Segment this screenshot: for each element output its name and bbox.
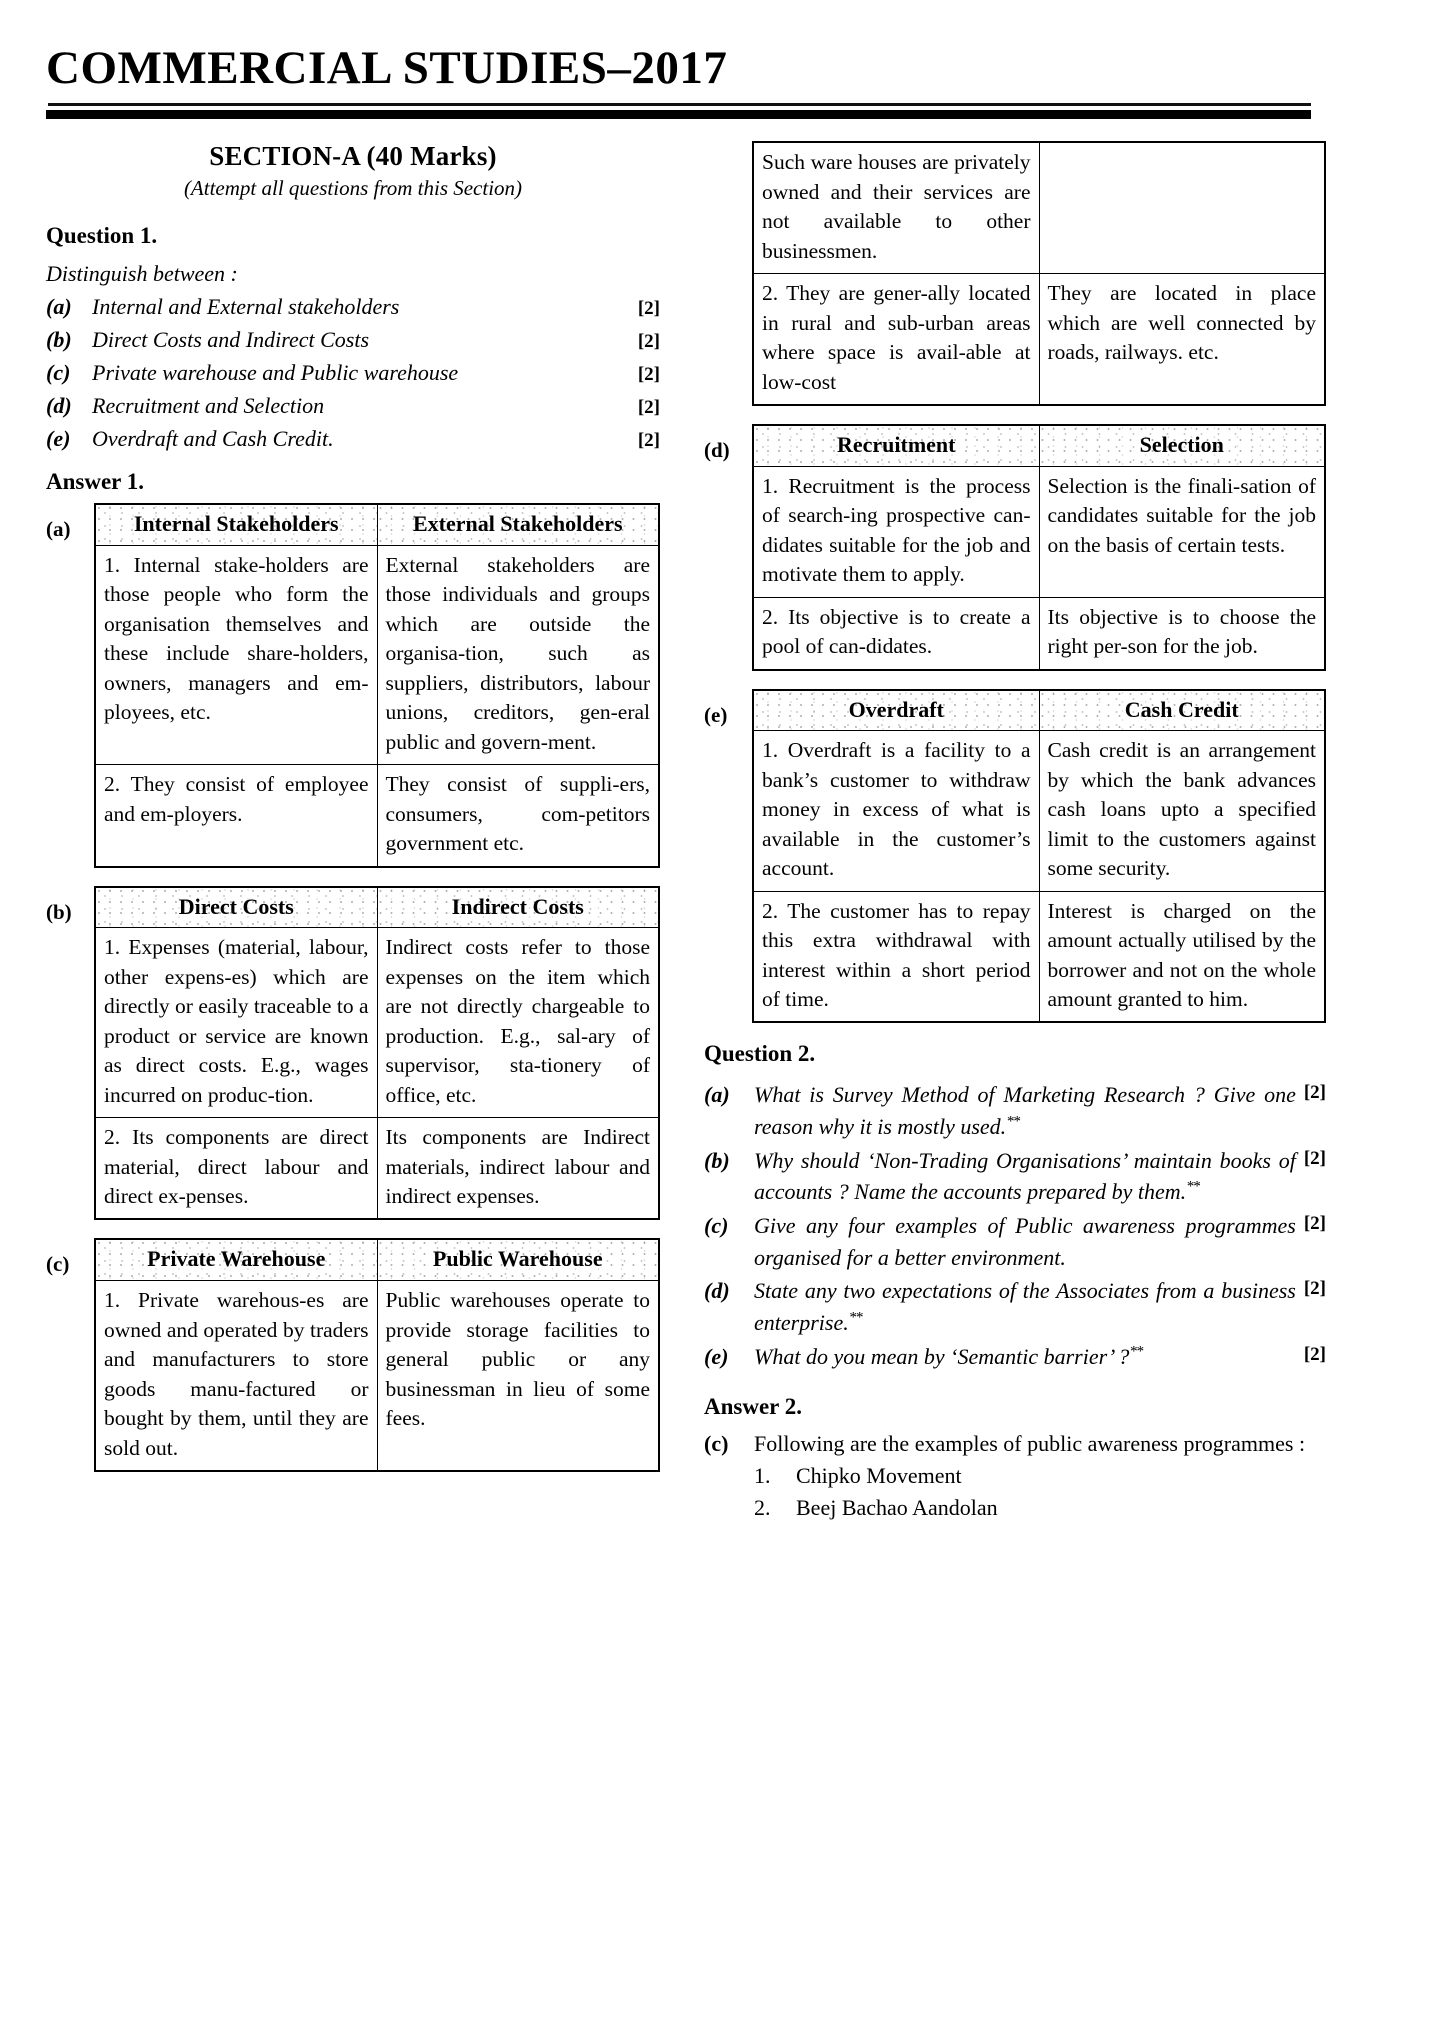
title-rule-thick	[46, 110, 1311, 119]
table-header-row	[95, 887, 659, 928]
item-label: (b)	[46, 327, 72, 353]
table-key-c: (c)	[46, 1252, 70, 1277]
question2-block	[704, 1041, 1326, 1372]
cell-recruitment-2: 2. Its objective is to create a pool of can-didates.	[753, 597, 1039, 669]
cell-selection-2: Its objective is to choose the right per-son for the job.	[1039, 597, 1325, 669]
cell-overdraft-1: 1. Overdraft is a facility to a bank’s customer to withdraw money in excess of what is available in the customer’s account.	[753, 731, 1039, 891]
question1-heading: Question 1.	[46, 223, 158, 249]
cell-private-1: 1. Private warehous-es are owned and operated by traders and manufacturers to store goods manu-factured or bought by them, until they are sold out.	[95, 1281, 377, 1471]
list-index: 2.	[754, 1494, 771, 1520]
section-subheading: (Attempt all questions from this Section)	[183, 176, 523, 201]
item-text: Overdraft and Cash Credit.	[92, 426, 334, 452]
table-header-row	[95, 504, 659, 545]
page-title: COMMERCIAL STUDIES–2017	[46, 42, 728, 94]
table-row	[753, 597, 1325, 669]
answer2-line1: Following are the examples of public awareness	[754, 1431, 1178, 1457]
question2-item-b	[704, 1145, 1326, 1208]
item-label: (d)	[46, 393, 72, 419]
item-text: Private warehouse and Public warehouse	[92, 360, 459, 386]
item-marks: [2]	[637, 397, 660, 419]
comparison-block-d	[704, 424, 1326, 671]
comparison-block-e	[704, 689, 1326, 1024]
item-marks: [2]	[637, 331, 660, 353]
column-header-overdraft: Overdraft	[753, 690, 1039, 731]
question1-item	[46, 324, 660, 356]
column-header-recruitment: Recruitment	[753, 425, 1039, 466]
cell-recruitment-1: 1. Recruitment is the process of search-ing prospective can-didates suitable for the job and motivate them to apply.	[753, 466, 1039, 597]
answer2-line2: programmes :	[1183, 1431, 1306, 1457]
title-rule-thin	[48, 103, 1311, 106]
table-row	[753, 142, 1325, 273]
cell-external-1: External stakeholders are those individuals and groups which are outside the organisa-tion, such as suppliers, distributors, labour unions, creditors, gen-eral public and govern-ment.	[377, 546, 659, 765]
item-marks: [2]	[1303, 1278, 1326, 1300]
left-column	[46, 141, 686, 1523]
table-row	[95, 765, 659, 867]
asterisk-marker: **	[848, 1309, 862, 1326]
answer2-item-c	[704, 1428, 1326, 1523]
section-heading: SECTION-A (40 Marks)	[209, 141, 497, 172]
comparison-block-b	[46, 886, 660, 1221]
item-body	[754, 1145, 1326, 1208]
comparison-block-c-continued	[704, 141, 1326, 406]
cell-public-1: Public warehouses operate to provide storage facilities to general public or any businessman in lieu of some fees.	[377, 1281, 659, 1471]
column-header-private-warehouse: Private Warehouse	[95, 1239, 377, 1280]
table-header-row	[95, 1239, 659, 1280]
column-header-direct-costs: Direct Costs	[95, 887, 377, 928]
answer1-heading: Answer 1.	[46, 469, 144, 495]
comparison-block-a	[46, 503, 660, 867]
table-key-a: (a)	[46, 517, 71, 542]
title-rules	[46, 103, 1371, 119]
table-key-c-continued	[704, 141, 752, 166]
item-line3: them.	[1137, 1179, 1187, 1205]
asterisk-marker: **	[1006, 1113, 1020, 1130]
item-text: Internal and External stakeholders	[92, 294, 400, 320]
item-label: (c)	[704, 1431, 729, 1457]
table-row	[95, 1118, 659, 1220]
item-line1: Why should ‘Non-Trading Organisations’ maintain	[754, 1147, 1212, 1173]
cell-private-2: 2. They are gener-ally located in rural and sub-urban areas where space is avail-able at low-cost	[753, 274, 1039, 405]
item-marks: [2]	[637, 364, 660, 386]
two-column-body	[0, 119, 1431, 1523]
cell-cashcredit-1: Cash credit is an arrangement by which the bank advances cash loans upto a specified limit to the customers against some security.	[1039, 731, 1325, 891]
table-row	[753, 891, 1325, 1022]
item-line2: business enterprise.	[754, 1278, 1296, 1336]
list-text: Chipko Movement	[796, 1462, 962, 1488]
item-line2: Give one reason why it is mostly used.	[754, 1082, 1296, 1140]
item-marks: [2]	[1303, 1082, 1326, 1104]
answer2-block	[704, 1394, 1326, 1523]
column-header-cash-credit: Cash Credit	[1039, 690, 1325, 731]
item-text: Direct Costs and Indirect Costs	[92, 327, 370, 353]
item-label: (b)	[704, 1147, 730, 1173]
answer2-example-list	[754, 1460, 1326, 1524]
table-row	[95, 928, 659, 1118]
item-line1: Give any four examples of Public awareness	[754, 1213, 1175, 1239]
question2-item-e	[704, 1341, 1326, 1373]
comparison-table-b	[94, 886, 660, 1221]
column-header-internal-stakeholders: Internal Stakeholders	[95, 504, 377, 545]
cell-indirect-2: Its components are Indirect materials, indirect labour and indirect expenses.	[377, 1118, 659, 1220]
column-header-public-warehouse: Public Warehouse	[377, 1239, 659, 1280]
cell-overdraft-2: 2. The customer has to repay this extra withdrawal with interest within a short period of time.	[753, 891, 1039, 1022]
cell-private-continued: Such ware houses are privately owned and their services are not available to other businessmen.	[753, 142, 1039, 273]
table-row	[753, 274, 1325, 405]
question1-item	[46, 390, 660, 422]
table-header-row	[753, 425, 1325, 466]
comparison-table-c-continued	[752, 141, 1326, 406]
cell-internal-2: 2. They consist of employee and em-ployers.	[95, 765, 377, 867]
comparison-table-e	[752, 689, 1326, 1024]
item-marks: [2]	[1303, 1147, 1326, 1169]
item-body	[754, 1341, 1326, 1373]
item-label: (d)	[704, 1278, 730, 1304]
table-row	[95, 1281, 659, 1471]
asterisk-marker: **	[1186, 1179, 1200, 1196]
item-line1: What do you mean by ‘Semantic barrier’ ?	[754, 1343, 1130, 1369]
column-header-indirect-costs: Indirect Costs	[377, 887, 659, 928]
item-label: (a)	[46, 294, 72, 320]
table-row	[753, 731, 1325, 891]
item-label: (e)	[46, 426, 71, 452]
question1-list	[46, 291, 660, 455]
page-header	[0, 0, 1431, 119]
question1-item	[46, 423, 660, 455]
question2-item-d	[704, 1275, 1326, 1338]
cell-selection-1: Selection is the finali-sation of candidates suitable for the job on the basis of certain tests.	[1039, 466, 1325, 597]
item-marks: [2]	[637, 298, 660, 320]
question1-item	[46, 291, 660, 323]
question2-item-c	[704, 1210, 1326, 1273]
table-row	[95, 546, 659, 765]
question1-intro: Distinguish between :	[46, 261, 238, 287]
cell-public-continued-empty	[1039, 142, 1325, 273]
question2-heading: Question 2.	[704, 1041, 816, 1067]
column-header-selection: Selection	[1039, 425, 1325, 466]
item-marks: [2]	[1303, 1343, 1326, 1365]
item-body	[754, 1428, 1326, 1523]
cell-direct-1: 1. Expenses (material, labour, other expens-es) which are directly or easily traceable to a product or service are known as direct costs. E.g., wages incurred on produc-tion.	[95, 928, 377, 1118]
item-label: (c)	[704, 1213, 729, 1239]
item-line1: What is Survey Method of Marketing Research ?	[754, 1082, 1205, 1108]
asterisk-marker: **	[1129, 1343, 1143, 1360]
item-line2: programmes organised for a better environment.	[754, 1213, 1296, 1270]
list-text: Beej Bachao Aandolan	[796, 1494, 998, 1520]
list-item	[754, 1460, 1326, 1492]
item-label: (e)	[704, 1343, 729, 1369]
table-header-row	[753, 690, 1325, 731]
item-text: Recruitment and Selection	[92, 393, 325, 419]
cell-internal-1: 1. Internal stake-holders are those people who form the organisation themselves and these include share-holders, owners, managers and em-ployees, etc.	[95, 546, 377, 765]
item-body	[754, 1210, 1326, 1273]
table-key-d: (d)	[704, 437, 730, 462]
cell-external-2: They consist of suppli-ers, consumers, com-petitors government etc.	[377, 765, 659, 867]
item-body	[754, 1275, 1326, 1338]
item-body	[754, 1079, 1326, 1142]
right-column	[686, 141, 1326, 1523]
list-index: 1.	[754, 1462, 771, 1488]
answer2-heading: Answer 2.	[704, 1394, 802, 1420]
item-label: (c)	[46, 360, 71, 386]
question2-item-a	[704, 1079, 1326, 1142]
column-header-external-stakeholders: External Stakeholders	[377, 504, 659, 545]
comparison-table-a	[94, 503, 660, 867]
item-label: (a)	[704, 1082, 730, 1108]
comparison-table-d	[752, 424, 1326, 671]
comparison-table-c	[94, 1238, 660, 1472]
table-row	[753, 466, 1325, 597]
comparison-block-c	[46, 1238, 660, 1472]
item-line1: State any two expectations of the Associates from a	[754, 1278, 1215, 1304]
cell-cashcredit-2: Interest is charged on the amount actually utilised by the borrower and not on the whole amount granted to him.	[1039, 891, 1325, 1022]
cell-public-2: They are located in place which are well connected by roads, railways. etc.	[1039, 274, 1325, 405]
item-marks: [2]	[637, 430, 660, 452]
cell-indirect-1: Indirect costs refer to those expenses on the item which are not directly chargeable to production. E.g., sal-ary of supervisor, sta-tionery of office, etc.	[377, 928, 659, 1118]
item-marks: [2]	[1303, 1213, 1326, 1235]
list-item	[754, 1492, 1326, 1524]
table-key-b: (b)	[46, 899, 72, 924]
question1-item	[46, 357, 660, 389]
cell-direct-2: 2. Its components are direct material, direct labour and direct ex-penses.	[95, 1118, 377, 1220]
table-key-e: (e)	[704, 702, 728, 727]
item-line2: books of accounts ? Name the accounts prepared by	[754, 1147, 1296, 1205]
